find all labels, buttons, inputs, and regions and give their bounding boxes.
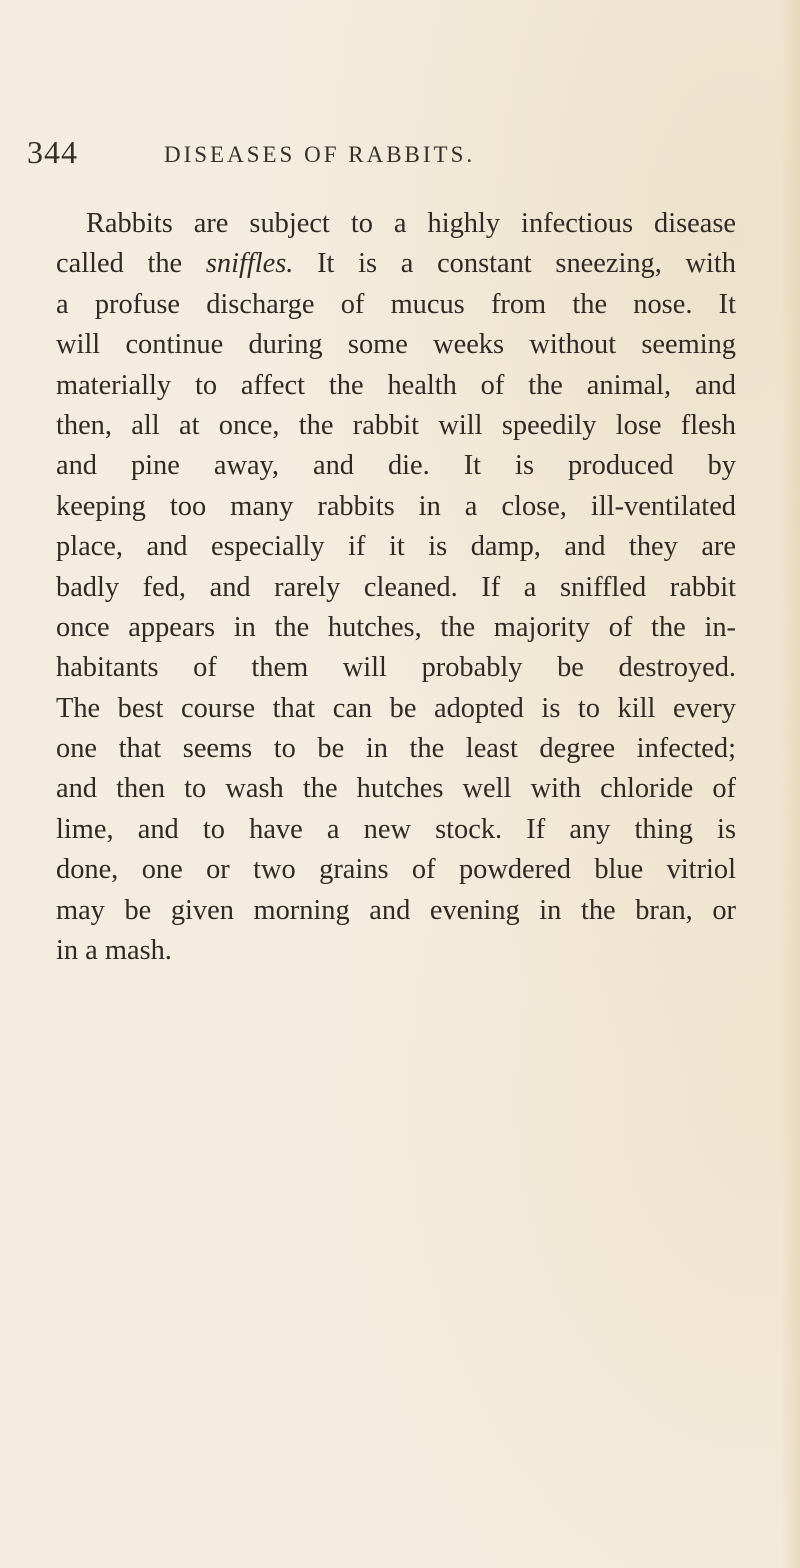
text-line-2 [56,244,736,284]
text-line-2-start: called the [56,248,206,280]
text-line-19: in a mash. [56,935,172,967]
text-line-3: a profuse discharge of mucus from the nose. It [56,288,736,320]
text-line-5: materially to affect the health of the animal, and [56,369,736,401]
text-line-2-end: It is a constant sneezing, with [293,248,736,280]
text-line-11: once appears in the hutches, the majority of the in- [56,611,736,643]
text-line-16: lime, and to have a new stock. If any thing is [56,813,736,845]
italic-term-sniffles: sniffles. [205,248,294,280]
text-line-15: and then to wash the hutches well with chloride of [56,773,736,805]
running-head: DISEASES OF RABBITS. [164,142,476,167]
text-line-13: The best course that can be adopted is to kill every [56,692,736,724]
text-line-18: may be given morning and evening in the bran, or [56,894,736,926]
page-number: 344 [27,134,78,170]
text-line-6: then, all at once, the rabbit will speedily lose flesh [56,409,736,441]
text-line-10: badly fed, and rarely cleaned. If a sniffled rabbit [56,571,736,603]
text-line-1: Rabbits are subject to a highly infectious disease [86,208,736,239]
text-line-4: will continue during some weeks without seeming [56,329,736,361]
text-line-8: keeping too many rabbits in a close, ill-ventilated [56,490,736,522]
text-line-17: done, one or two grains of powdered blue vitriol [56,854,736,886]
text-line-7: and pine away, and die. It is produced by [56,450,736,482]
text-line-14: one that seems to be in the least degree infected; [56,733,736,765]
text-line-12: habitants of them will probably be destroyed. [56,652,736,684]
page-edge-shading [780,0,800,1568]
body-paragraph [56,204,736,971]
text-line-9: place, and especially if it is damp, and they are [56,531,736,563]
